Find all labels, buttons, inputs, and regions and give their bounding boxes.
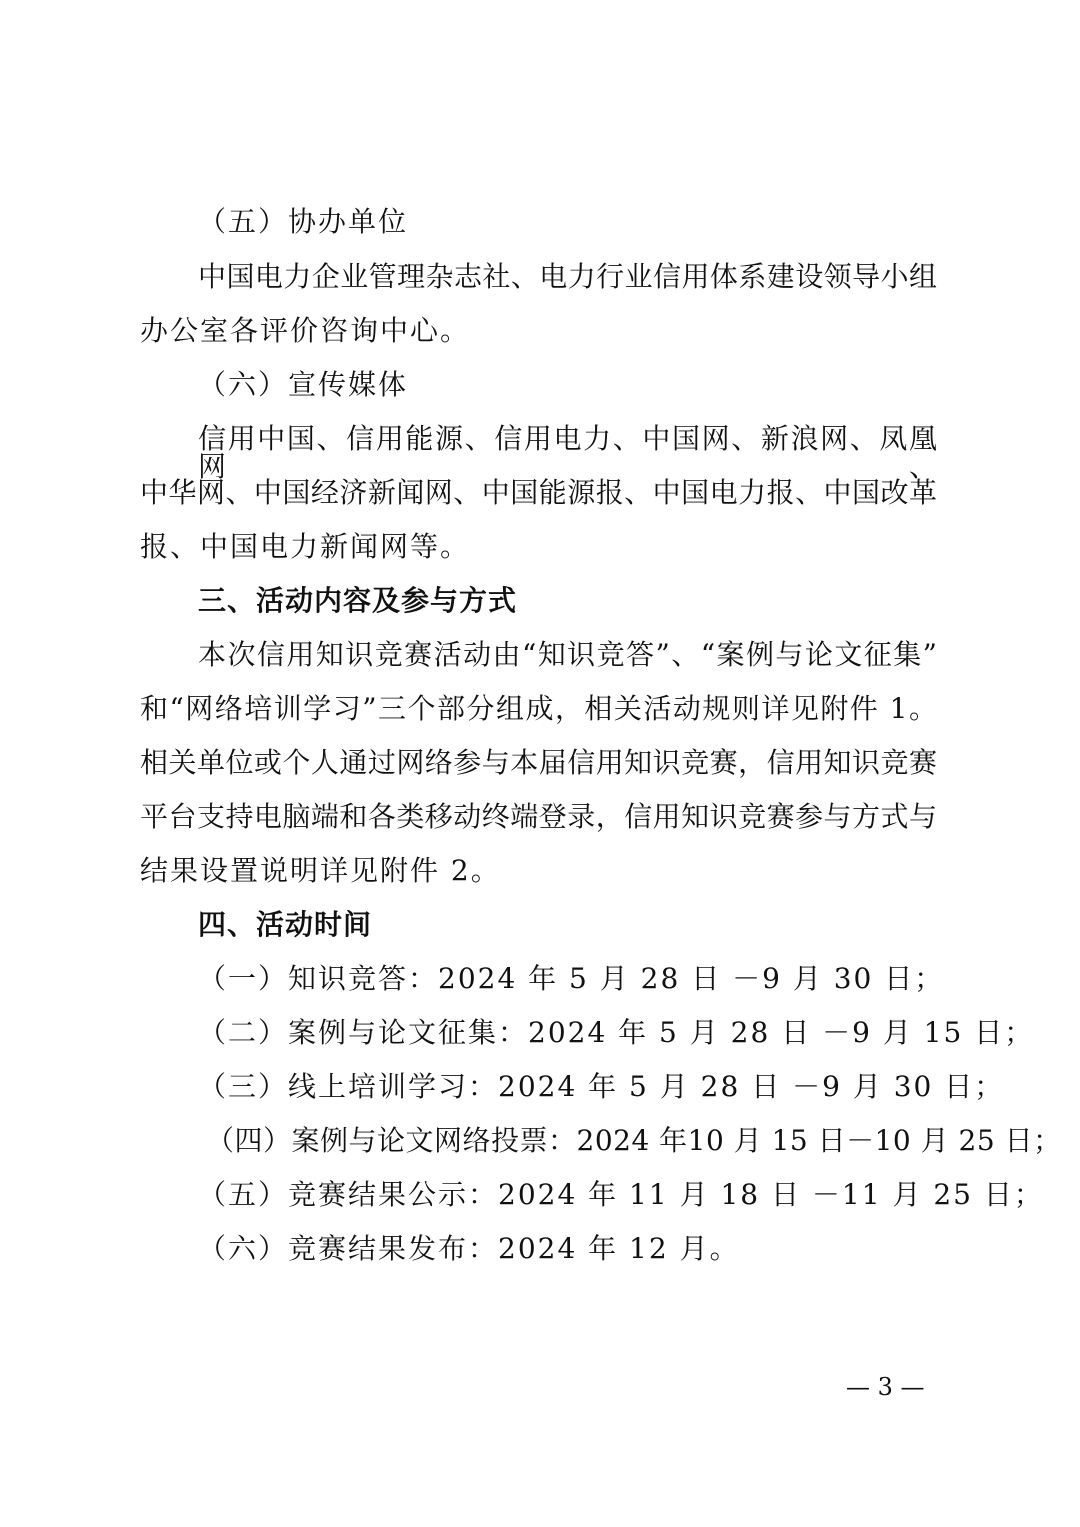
body-text-line: 中国电力企业管理杂志社、电力行业信用体系建设领导小组	[198, 260, 937, 293]
schedule-item: （二）案例与论文征集：2024 年 5 月 28 日 －9 月 15 日；	[198, 1016, 1035, 1049]
schedule-item: （一）知识竞答：2024 年 5 月 28 日 －9 月 30 日；	[198, 962, 945, 995]
body-text-line: 结果设置说明详见附件 2。	[140, 854, 501, 887]
body-text-line: 中华网、中国经济新闻网、中国能源报、中国电力报、中国改革	[140, 476, 937, 509]
body-text-line: 本次信用知识竞赛活动由“知识竞答”、“案例与论文征集”	[198, 638, 937, 671]
body-text-line: 相关单位或个人通过网络参与本届信用知识竞赛，信用知识竞赛	[140, 746, 937, 779]
section-three-heading: 三、活动内容及参与方式	[198, 584, 518, 617]
schedule-item: （三）线上培训学习：2024 年 5 月 28 日 －9 月 30 日；	[198, 1070, 1005, 1103]
body-text-line: 办公室各评价咨询中心。	[140, 314, 471, 347]
body-text-line: 信用中国、信用能源、信用电力、中国网、新浪网、凤凰网、	[198, 422, 937, 483]
section-four-heading: 四、活动时间	[198, 908, 373, 941]
subsection-co-organizers-heading: （五）协办单位	[198, 205, 409, 238]
schedule-item: （五）竞赛结果公示：2024 年 11 月 18 日 －11 月 25 日；	[198, 1178, 1044, 1211]
schedule-item: （六）竞赛结果发布：2024 年 12 月。	[198, 1232, 740, 1265]
body-text-line: 平台支持电脑端和各类移动终端登录，信用知识竞赛参与方式与	[140, 800, 937, 833]
subsection-media-heading: （六）宣传媒体	[198, 368, 409, 401]
body-text-line: 报、中国电力新闻网等。	[140, 530, 471, 563]
schedule-item: （四）案例与论文网络投票：2024 年10 月 15 日－10 月 25 日；	[206, 1124, 1062, 1157]
body-text-line: 和“网络培训学习”三个部分组成，相关活动规则详见附件 1。	[140, 692, 937, 725]
page-number: — 3 —	[846, 1373, 925, 1401]
